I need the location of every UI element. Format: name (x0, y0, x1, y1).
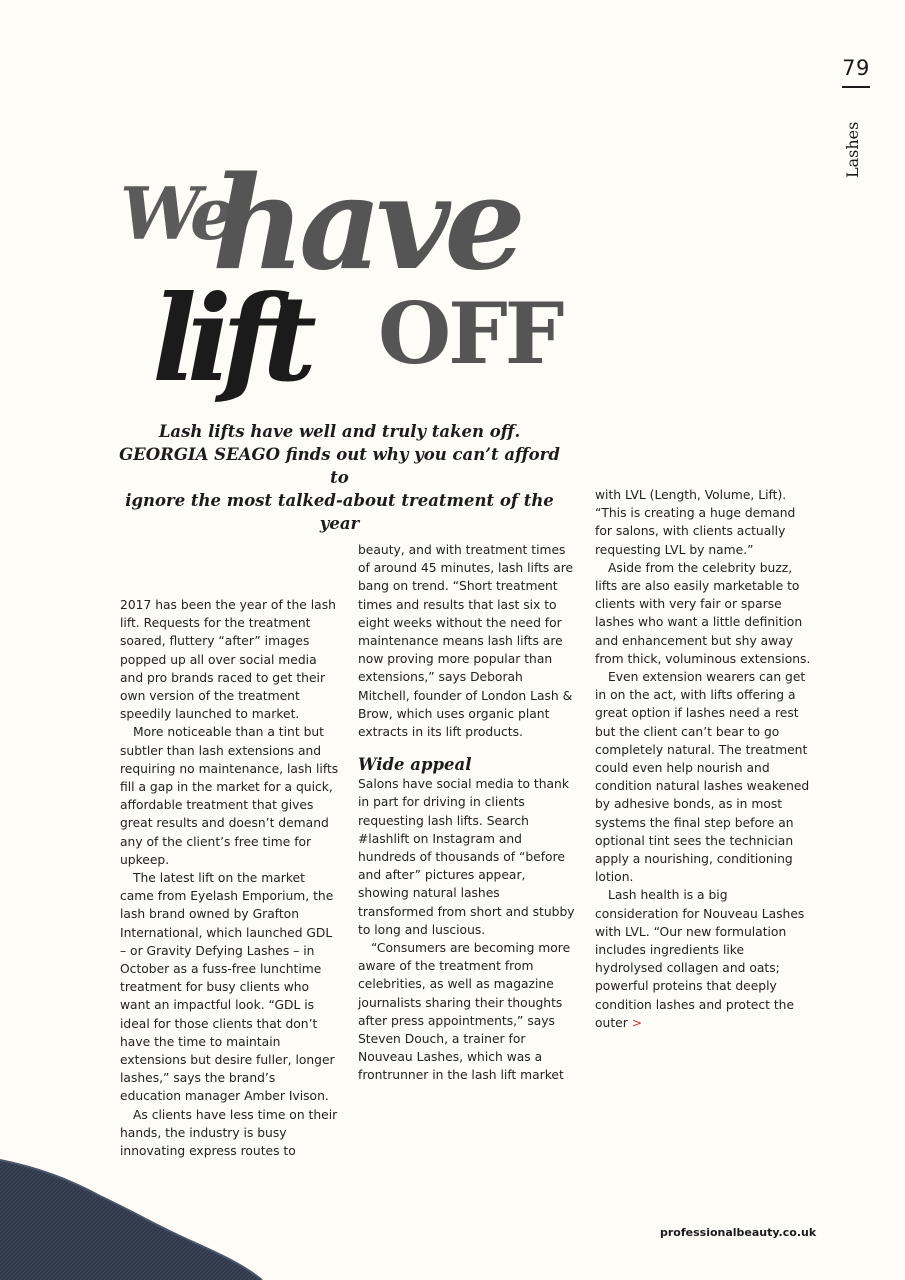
standfirst (112, 420, 567, 535)
headline-we: We (120, 171, 231, 256)
body-paragraph: Aside from the celebrity buzz, lifts are also easily marketable to clients with very fair or sparse lashes who want a little definition and enhancement but shy away from thick, voluminous extensions. (595, 560, 811, 666)
body-paragraph: As clients have less time on their hands, the industry is busy innovating express routes to (120, 1107, 338, 1159)
page-number: 79 (842, 56, 870, 80)
headline-lift: lift (152, 269, 307, 408)
subhead-wide-appeal: Wide appeal (358, 755, 472, 775)
body-paragraph: “Consumers are becoming more aware of the treatment from celebrities, as well as magazine journalists sharing their thoughts after press appointments,” says Steven Douch, a trainer for Nouveau Lashes, which was a frontrunner in the lash lift market (358, 941, 571, 1083)
body-paragraph: The latest lift on the market came from Eyelash Emporium, the lash brand owned by Grafton International, which launched GDL – or Gravity Defying Lashes – in October as a fuss-free lunchtime treatment for busy clients who want an impactful look. “GDL is ideal for those clients that don’t have the time to maintain extensions but desire fuller, longer lashes,” says the brand’s education manager Amber Ivison. (120, 871, 335, 1104)
body-column-1 (120, 596, 340, 1160)
standfirst-line: GEORGIA SEAGO finds out why you can’t afford to (119, 445, 560, 487)
footer-website: professionalbeauty.co.uk (660, 1226, 817, 1239)
body-column-3 (595, 486, 813, 1032)
body-paragraph: with LVL (Length, Volume, Lift). “This is creating a huge demand for salons, with clients actually requesting LVL by name.” (595, 488, 796, 557)
body-paragraph-text: Lash health is a big consideration for Nouveau Lashes with LVL. “Our new formulation includes ingredients like hydrolysed collagen and oats; powerful proteins that deeply condition lashes and protect the outer (595, 888, 805, 1030)
section-tag: Lashes (843, 121, 862, 178)
continue-arrow-icon: > (631, 1015, 642, 1030)
standfirst-line: Lash lifts have well and truly taken off. (158, 422, 521, 441)
body-paragraph: Even extension wearers can get in on the act, with lifts offering a great option if lashes need a rest but the client can’t bear to go completely natural. The treatment could even help nourish and condition natural lashes weakened by adhesive bonds, as in most systems the final step before an optional tint sees the technician apply a nourishing, conditioning lotion. (595, 670, 810, 885)
body-column-2 (358, 541, 578, 1085)
headline-off: OFF (378, 284, 562, 383)
body-paragraph: beauty, and with treatment times of around 45 minutes, lash lifts are bang on trend. “Short treatment times and results that last six to eight weeks without the need for maintenance means lash lifts are now proving more popular than extensions,” says Deborah Mitchell, founder of London Lash & Brow, which uses organic plant extracts in its lift products. (358, 543, 574, 740)
standfirst-line: ignore the most talked-about treatment of the year (125, 491, 554, 533)
body-paragraph: Salons have social media to thank in part for driving in clients requesting lash lifts. Search #lashlift on Instagram and hundreds of thousands of “before and after” pictures appear, showing natural lashes transformed from short and stubby to long and luscious. (358, 777, 575, 937)
headline-have: have (212, 149, 520, 299)
body-paragraph (595, 886, 813, 1032)
body-paragraph: More noticeable than a tint but subtler than lash extensions and requiring no maintenance, lash lifts fill a gap in the market for a quick, affordable treatment that gives great results and doesn’t demand any of the client’s free time for upkeep. (120, 725, 339, 867)
page-number-rule (842, 86, 870, 88)
body-paragraph: 2017 has been the year of the lash lift. Requests for the treatment soared, fluttery “after” images popped up all over social media and pro brands raced to get their own version of the treatment speedily launched to market. (120, 598, 336, 722)
